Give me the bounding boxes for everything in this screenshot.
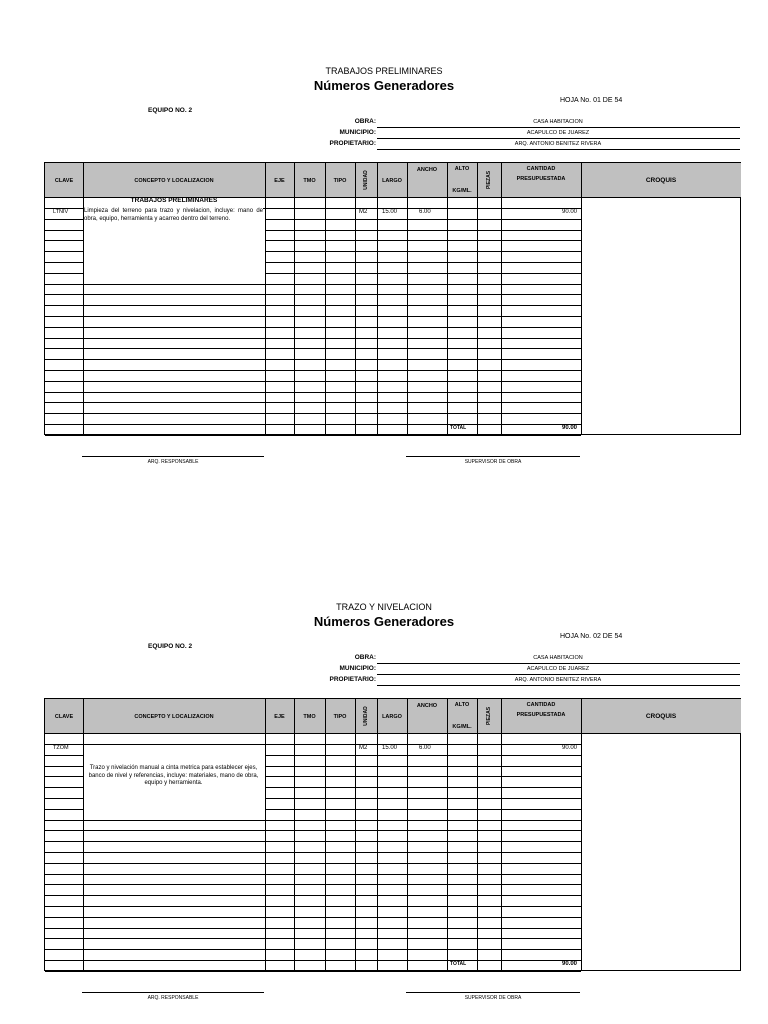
generator-table xyxy=(44,698,741,971)
total-value: 90.00 xyxy=(561,425,577,431)
signature-right: SUPERVISOR DE OBRA xyxy=(464,995,522,1001)
info-underline xyxy=(377,138,740,139)
info-underline xyxy=(377,663,740,664)
row-concepto: Limpieza del terreno para trazo y nivelacion, incluye: mano de obra, equipo, herramienta y acarreo dentro del terreno. xyxy=(84,208,263,222)
info-underline xyxy=(377,685,740,686)
header-unidad: UNIDAD xyxy=(363,706,369,726)
signature-line-right xyxy=(406,992,580,993)
column-divider xyxy=(325,163,326,434)
row-divider xyxy=(265,787,581,788)
row-divider xyxy=(45,755,83,756)
column-divider xyxy=(265,699,266,970)
row-divider xyxy=(265,251,581,252)
row-concepto: Trazo y nivelación manual a cinta metrica para establecer ejes, banco de nivel y referencias, incluye: materiales, mano de obra, equipo y herramienta. xyxy=(84,765,263,788)
column-divider xyxy=(407,699,408,970)
row-cantidad: 90.00 xyxy=(561,745,577,751)
signature-left: ARQ. RESPONSABLE xyxy=(147,459,199,465)
info-underline xyxy=(377,149,740,150)
total-label: TOTAL xyxy=(450,425,467,431)
info-value: CASA HABITACION xyxy=(533,119,583,125)
section-heading: TRABAJOS PRELIMINARES xyxy=(130,197,218,204)
header-kgml: KG/ML. xyxy=(452,188,472,194)
row-divider xyxy=(265,766,581,767)
info-value: ACAPULCO DE JUAREZ xyxy=(526,130,590,136)
header-clave: CLAVE xyxy=(54,178,74,184)
column-divider xyxy=(581,699,582,970)
row-divider xyxy=(45,776,83,777)
row-divider xyxy=(45,273,83,274)
header-largo: LARGO xyxy=(382,178,402,184)
row-divider xyxy=(265,776,581,777)
signature-line-left xyxy=(82,456,264,457)
team-number: EQUIPO NO. 2 xyxy=(148,107,193,114)
column-divider xyxy=(83,699,84,970)
header-concepto: CONCEPTO Y LOCALIZACION xyxy=(134,714,214,720)
signature-line-left xyxy=(82,992,264,993)
info-label: PROPIETARIO: xyxy=(329,676,376,683)
header-largo: LARGO xyxy=(382,714,402,720)
row-ancho: 6.00 xyxy=(419,745,431,751)
row-divider xyxy=(265,809,581,810)
row-divider xyxy=(45,230,83,231)
info-label: OBRA: xyxy=(354,654,376,661)
header-croquis: CROQUIS xyxy=(645,713,677,720)
header-cantidad: CANTIDAD xyxy=(526,702,556,708)
header-piezas: PIEZAS xyxy=(486,706,492,726)
row-unidad: M2 xyxy=(359,745,368,751)
sheet-subtitle: Números Generadores xyxy=(313,78,455,93)
sheet-subtitle: Números Generadores xyxy=(313,614,455,629)
info-value: ARQ. ANTONIO BENITEZ RIVERA xyxy=(514,141,602,147)
signature-line-right xyxy=(406,456,580,457)
row-divider xyxy=(45,733,741,734)
header-unidad: UNIDAD xyxy=(363,170,369,190)
header-clave: CLAVE xyxy=(54,714,74,720)
header-presupuestada: PRESUPUESTADA xyxy=(516,712,566,718)
row-divider xyxy=(45,435,581,436)
column-divider xyxy=(477,163,478,434)
header-kgml: KG/ML. xyxy=(452,724,472,730)
column-divider xyxy=(407,163,408,434)
sheet-number: HOJA No. 02 DE 54 xyxy=(560,633,623,640)
column-divider xyxy=(355,699,356,970)
row-largo: 15.00 xyxy=(382,745,398,751)
row-divider xyxy=(265,219,581,220)
column-divider xyxy=(501,699,502,970)
column-divider xyxy=(377,163,378,434)
row-ancho: 6.00 xyxy=(419,209,431,215)
column-divider xyxy=(325,699,326,970)
row-cantidad: 90.00 xyxy=(561,209,577,215)
header-presupuestada: PRESUPUESTADA xyxy=(516,176,566,182)
total-label: TOTAL xyxy=(450,961,467,967)
header-concepto: CONCEPTO Y LOCALIZACION xyxy=(134,178,214,184)
sheet-title: TRAZO Y NIVELACION xyxy=(336,602,432,612)
column-divider xyxy=(447,699,448,970)
row-divider xyxy=(265,273,581,274)
row-largo: 15.00 xyxy=(382,209,398,215)
column-divider xyxy=(581,163,582,434)
info-underline xyxy=(377,127,740,128)
sheet-title: TRABAJOS PRELIMINARES xyxy=(325,66,443,76)
row-divider xyxy=(45,262,83,263)
row-divider xyxy=(265,798,581,799)
row-divider xyxy=(45,787,83,788)
row-divider xyxy=(265,755,581,756)
row-divider xyxy=(45,766,83,767)
header-eje: EJE xyxy=(274,178,285,184)
header-tmo: TMO xyxy=(303,714,316,720)
column-divider xyxy=(447,163,448,434)
header-eje: EJE xyxy=(274,714,285,720)
sheet-number: HOJA No. 01 DE 54 xyxy=(560,97,623,104)
column-divider xyxy=(355,163,356,434)
row-divider xyxy=(45,240,83,241)
column-divider xyxy=(294,699,295,970)
header-croquis: CROQUIS xyxy=(645,177,677,184)
row-divider xyxy=(45,971,581,972)
header-alto: ALTO xyxy=(454,166,470,172)
generator-table xyxy=(44,162,741,435)
row-divider xyxy=(45,219,83,220)
header-cantidad: CANTIDAD xyxy=(526,166,556,172)
info-value: CASA HABITACION xyxy=(533,655,583,661)
info-label: MUNICIPIO: xyxy=(339,129,376,136)
column-divider xyxy=(294,163,295,434)
column-divider xyxy=(377,699,378,970)
header-ancho: ANCHO xyxy=(416,167,438,173)
row-divider xyxy=(45,251,83,252)
info-underline xyxy=(377,674,740,675)
signature-right: SUPERVISOR DE OBRA xyxy=(464,459,522,465)
row-clave: LTNIV xyxy=(53,209,69,215)
row-divider xyxy=(265,230,581,231)
header-tipo: TIPO xyxy=(333,714,347,720)
column-divider xyxy=(265,163,266,434)
info-label: MUNICIPIO: xyxy=(339,665,376,672)
row-divider xyxy=(45,809,83,810)
info-value: ACAPULCO DE JUAREZ xyxy=(526,666,590,672)
info-value: ARQ. ANTONIO BENITEZ RIVERA xyxy=(514,677,602,683)
column-divider xyxy=(477,699,478,970)
header-tmo: TMO xyxy=(303,178,316,184)
row-divider xyxy=(265,262,581,263)
column-divider xyxy=(501,163,502,434)
header-piezas: PIEZAS xyxy=(486,170,492,190)
header-tipo: TIPO xyxy=(333,178,347,184)
row-divider xyxy=(45,798,83,799)
info-label: OBRA: xyxy=(354,118,376,125)
signature-left: ARQ. RESPONSABLE xyxy=(147,995,199,1001)
total-value: 90.00 xyxy=(561,961,577,967)
header-ancho: ANCHO xyxy=(416,703,438,709)
row-clave: TZOM xyxy=(53,745,69,751)
team-number: EQUIPO NO. 2 xyxy=(148,643,193,650)
header-alto: ALTO xyxy=(454,702,470,708)
row-divider xyxy=(265,240,581,241)
info-label: PROPIETARIO: xyxy=(329,140,376,147)
row-unidad: M2 xyxy=(359,209,368,215)
